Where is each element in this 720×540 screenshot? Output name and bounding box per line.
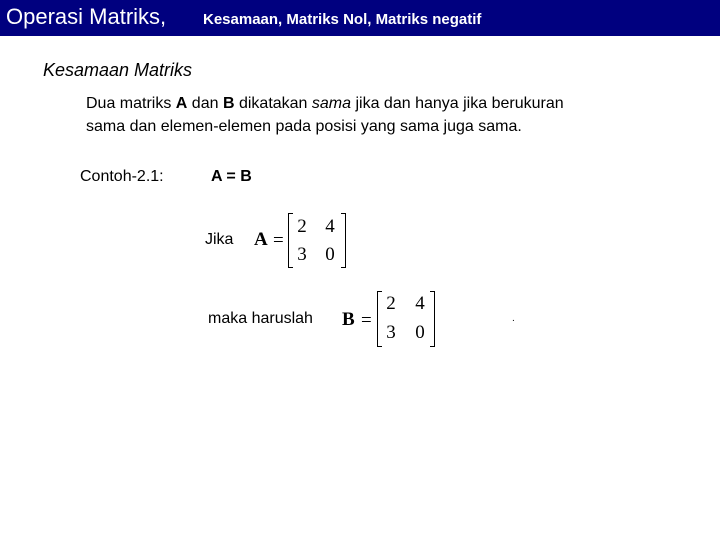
equals-sign: = <box>273 230 284 251</box>
definition-text: Dua matriks <box>86 95 176 112</box>
title-subtitle: Kesamaan, Matriks Nol, Matriks negatif <box>203 11 482 28</box>
matrix-a-symbol: A <box>175 95 188 112</box>
trailing-dot: . <box>512 313 515 324</box>
matrix-b <box>377 291 435 347</box>
definition-text: dikatakan <box>234 95 312 112</box>
matrix-cell: 0 <box>325 244 335 265</box>
matrix-cell: 4 <box>325 216 335 237</box>
definition-line-1 <box>86 95 706 113</box>
matrix-cell: 2 <box>297 216 307 237</box>
right-bracket <box>341 213 346 268</box>
example-equation: A = B <box>211 168 252 185</box>
left-bracket <box>377 291 382 347</box>
matrix-cell: 2 <box>386 293 396 314</box>
jika-label: Jika <box>205 231 234 248</box>
definition-text: jika dan hanya jika berukuran <box>351 95 564 112</box>
left-bracket <box>288 213 293 268</box>
matrix-a <box>288 213 346 268</box>
matrix-b-name: B <box>342 309 355 330</box>
matrix-cell: 3 <box>386 322 396 343</box>
right-bracket <box>430 291 435 347</box>
definition-line-2: sama dan elemen-elemen pada posisi yang sama juga sama. <box>86 118 522 135</box>
title-main: Operasi Matriks, <box>6 4 167 29</box>
matrix-cell: 3 <box>297 244 307 265</box>
matrix-a-name: A <box>254 229 268 250</box>
matrix-cell: 0 <box>415 322 425 343</box>
section-heading: Kesamaan Matriks <box>43 60 193 80</box>
matrix-b-symbol: B <box>222 95 235 112</box>
matrix-cell: 4 <box>415 293 425 314</box>
example-label: Contoh-2.1: <box>80 168 164 185</box>
emphasis-sama: sama <box>311 95 352 112</box>
equals-sign: = <box>361 310 372 331</box>
maka-label: maka haruslah <box>208 310 313 327</box>
title-bar <box>0 0 720 36</box>
definition-text: dan <box>187 95 223 112</box>
